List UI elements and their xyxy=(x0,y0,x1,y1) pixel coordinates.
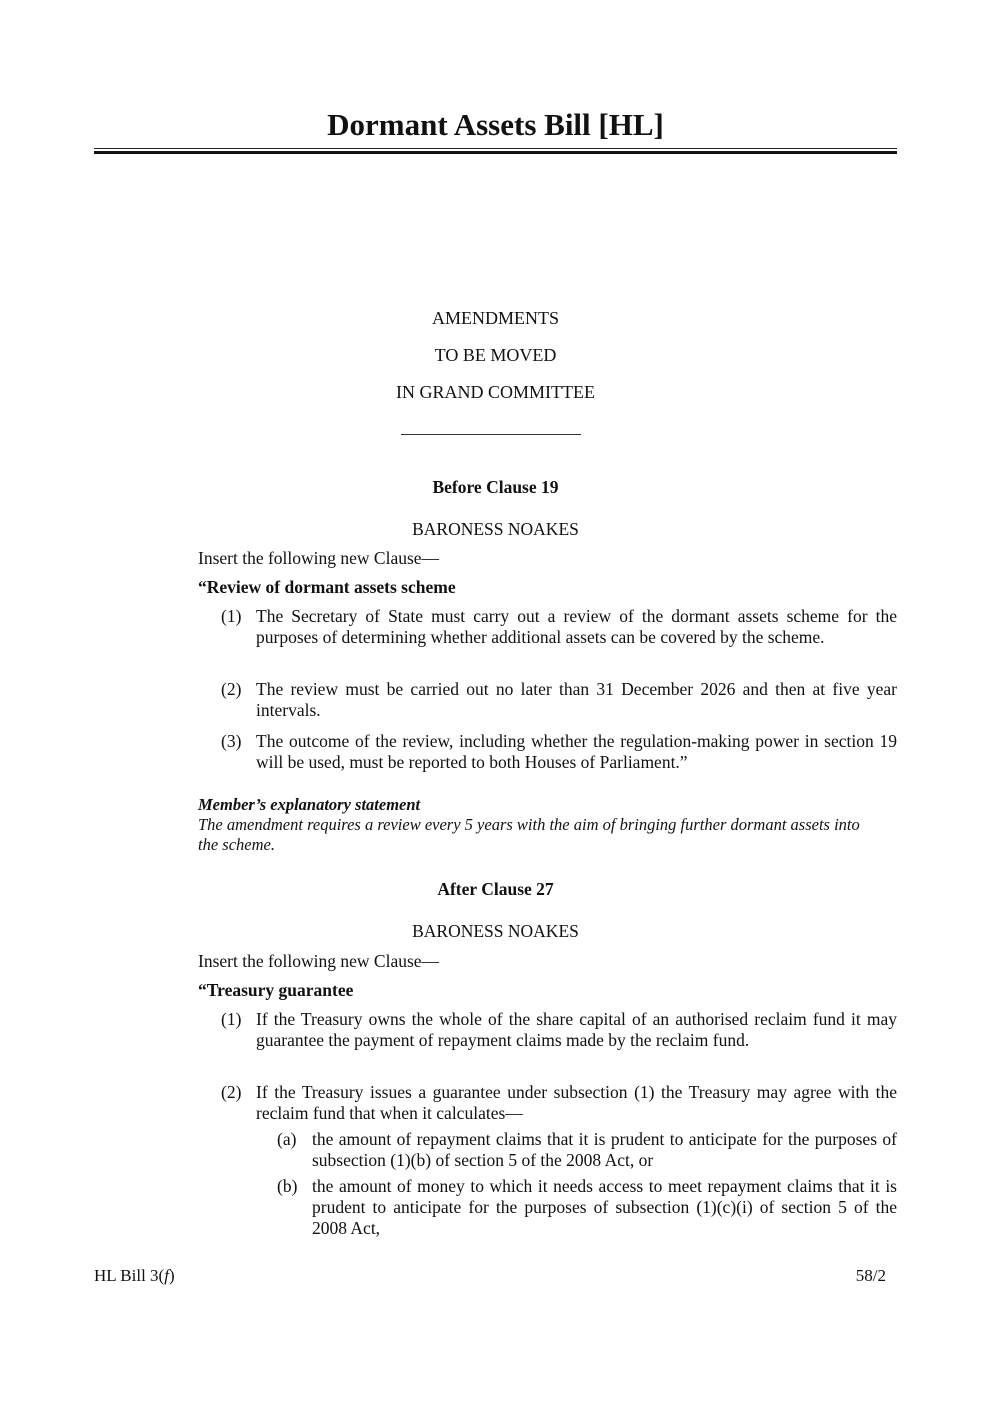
amendment-2-member: BARONESS NOAKES xyxy=(412,921,579,941)
bill-reference-prefix: HL Bill 3( xyxy=(94,1266,165,1285)
bill-title: Dormant Assets Bill [HL] xyxy=(327,107,664,142)
amendment-1-subsection-3 xyxy=(221,731,897,773)
amendment-1-subsection-2 xyxy=(221,679,897,721)
subsection-number: (2) xyxy=(221,679,242,699)
title-rule-thick xyxy=(94,151,897,154)
subsection-text: If the Treasury issues a guarantee under subsection (1) the Treasury may agree with the reclaim fund that when it calculates— xyxy=(256,1082,897,1123)
bill-reference-suffix: ) xyxy=(168,1266,175,1285)
paragraph-text: the amount of money to which it needs access to meet repayment claims that it is prudent to anticipate for the purposes of subsection (1)(c)(i) of section 5 of the 2008 Act, xyxy=(312,1176,897,1238)
heading-line-1: AMENDMENTS xyxy=(431,308,559,328)
amendment-1-instruction: Insert the following new Clause— xyxy=(198,548,440,568)
amendment-2-instruction: Insert the following new Clause— xyxy=(198,951,440,971)
subsection-number: (1) xyxy=(221,606,242,626)
bill-reference-letter: f xyxy=(164,1266,169,1285)
paragraph-number: (a) xyxy=(277,1129,297,1149)
bill-reference xyxy=(94,1266,175,1286)
paragraph-number: (b) xyxy=(277,1176,298,1196)
heading-line-2: TO BE MOVED xyxy=(434,345,557,365)
subsection-text: The Secretary of State must carry out a review of the dormant assets scheme for the purposes of determining whether additional assets can be covered by the scheme. xyxy=(256,606,897,647)
amendment-1-clause-title: “Review of dormant assets scheme xyxy=(198,577,456,597)
amendment-2-subsection-2 xyxy=(221,1082,897,1124)
amendment-1-member: BARONESS NOAKES xyxy=(412,519,579,539)
amendment-2-paragraph-b xyxy=(277,1176,897,1239)
amendment-2-position: After Clause 27 xyxy=(437,879,554,899)
amendment-2-paragraph-a xyxy=(277,1129,897,1171)
paragraph-text: the amount of repayment claims that it is prudent to anticipate for the purposes of subsection (1)(b) of section 5 of the 2008 Act, or xyxy=(312,1129,897,1170)
amendment-1-position: Before Clause 19 xyxy=(432,477,559,497)
subsection-text: The outcome of the review, including whether the regulation-making power in section 19 will be used, must be reported to both Houses of Parliament.” xyxy=(256,731,897,772)
subsection-text: The review must be carried out no later than 31 December 2026 and then at five year intervals. xyxy=(256,679,897,720)
amendment-1-subsection-1 xyxy=(221,606,897,648)
amendment-2-subsection-1 xyxy=(221,1009,897,1051)
subsection-text: If the Treasury owns the whole of the share capital of an authorised reclaim fund it may guarantee the payment of repayment claims made by the reclaim fund. xyxy=(256,1009,897,1050)
amendment-2-clause-title: “Treasury guarantee xyxy=(198,980,354,1000)
title-rule-thin xyxy=(94,148,897,149)
subsection-number: (2) xyxy=(221,1082,242,1102)
subsection-number: (3) xyxy=(221,731,242,751)
explanatory-statement-heading: Member’s explanatory statement xyxy=(198,795,421,814)
explanatory-statement-text: The amendment requires a review every 5 years with the aim of bringing further dormant assets into the scheme. xyxy=(198,815,860,854)
page-reference: 58/2 xyxy=(855,1266,886,1285)
heading-line-3: IN GRAND COMMITTEE xyxy=(396,382,595,402)
subsection-number: (1) xyxy=(221,1009,242,1029)
section-divider xyxy=(401,434,581,435)
